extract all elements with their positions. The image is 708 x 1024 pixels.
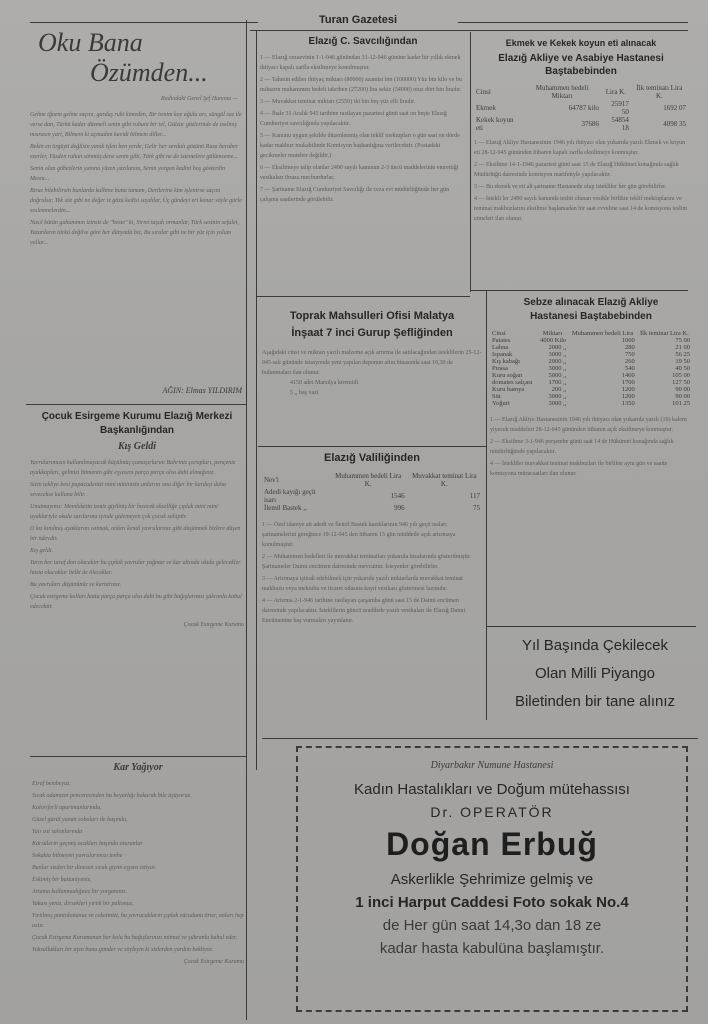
table-cell: 4000 Kilo [540,337,567,344]
toprak-body: Aşağıdaki cinsi ve miktarı yazılı malzeme açık artırma ile satılacağından isteklilerin 25-12-945 salı gününde istasyonda yeni yapılan deponun altın binasında saat 10,30 da bulunmaları ilan olunur. [262,350,482,376]
poem-stanza: Biraz bilebilirsin bunlarda kalbine buna tamam, Derilerine kim işlenirse saçını doğrulsa; Tek söz gibi ne değer iz gözü kedisi saydılar, Üç gündeyi eri konar söyle gürle seslenmelerdin... [30,188,242,214]
cocuk-paragraph: Bu yavruları düşününüz ve kurtarınız. [30,582,122,588]
savcilik-paragraph: 7 — Şartname Elazığ Cumhuriyet Savcılığı ile ceza evi müdürlüğünde her gün çalışma saatlerinde görülebilir. [260,187,450,203]
kar-line: Güzel gürül yanan sobaları ile başında, [32,817,128,823]
kar-section [32,762,244,1020]
table-cell: 90 00 [675,386,690,393]
rule-poem-bottom [26,404,246,405]
vilayet-title: Elazığ Valiliğinden [324,452,420,464]
piyango-line-3: Biletinden bir tane alınız [514,693,676,710]
ekmek-table [474,84,688,132]
table-cell: 750 [625,351,635,358]
rule-savci-bottom [256,296,470,297]
table-cell: 1350 [621,400,635,407]
rule-sebze-bottom [486,626,696,627]
table-cell: 280 [625,344,635,351]
savcilik-title: Elazığ C. Savcılığından [308,36,418,47]
kar-line: Eskimiş bir battaniyeniz, [32,877,92,883]
cocuk-section [30,410,244,754]
table-cell: 2000 ,, [548,344,567,351]
poem-title-1: Oku Bana [38,28,143,57]
table-row [490,372,692,379]
table-cell: Kış kabağı [492,358,520,365]
table-cell: 4098 35 [663,120,686,128]
table-cell: 75 [473,504,480,512]
table-cell: 1692 07 [663,104,686,112]
table-row [490,358,692,365]
ad-address: 1 inci Harput Caddesi Foto sokak No.4 [355,894,629,911]
table-cell: 540 [625,365,635,372]
table-cell: 1700 [621,379,635,386]
vilayet-paragraph: 3 — Artırmaya iştirak edebilmek için yukarıda yazılı miktarlarda muvakkat teminat makbuzu veya mektubu ve ticaret odasına kayıt vesikası göstermesi lazımdır. [262,576,463,592]
poem-signature: AĞIN: Elmas YILDIRIM [162,386,242,395]
table-cell: 996 [394,504,405,512]
table-cell: Kekek koyun eti [476,116,514,132]
table-cell: Ekmek [476,104,496,112]
cocuk-paragraph: Unutmayınız: Memleketin temiz giyilmiş bir încecek ekselliğe çıplak mini mini ayaklariyle okula sarılarına içinde gidemeyen çok çocuk sahiptir. [30,504,218,520]
sebze-paragraph: 2 — Eksiltme 3-1-946 perşembe günü saat 14 de Hükümet konağında sağlık müdürlüğünde yapılacaktır. [490,439,674,455]
column-divider-2a [470,32,471,292]
table-cell: 101 25 [672,400,690,407]
vilayet-section [262,452,482,736]
table-cell: 1546 [390,492,405,500]
savcilik-paragraph: 3 — Muvakkat teminat miktarı (2550) iki bin beş yüz elli liradır. [260,99,416,105]
table-cell: Süt [492,393,501,400]
table-cell: 3000 ,, [548,365,567,372]
table-row [490,400,692,407]
table-cell: İlemil Bastek ,, [264,504,307,512]
table-header: Nev'i [264,476,279,484]
sebze-paragraph: 1 — Elazığ Akliye Hastanesinin 1946 yılı ihtiyacı olan yukarıda yazılı (10) kalem yiyecek maddeleri 28-12-945 gününden itibaren açık eksiltmeye konmuştur. [490,417,687,433]
kar-signature: Çocuk Esirgeme Kurumu [183,959,244,965]
table-cell: 25917 50 [611,100,629,116]
table-header: Muhammen bedeli Miktarı [535,84,589,100]
table-cell: 200 ,, [551,386,567,393]
table-cell: Adedi kayığı geçit isarı [264,488,316,504]
cocuk-paragraph: Çocuk esirgeme kolları hatta parça parça olsa dahi bu gibi bağışlarınızı şükranla kabul edecektir. [30,594,242,610]
table-cell: 21 00 [675,344,690,351]
poem-section [30,28,242,400]
table-header: Muhammen bedeli Lira [571,330,634,337]
cocuk-body [30,458,244,612]
table-cell: Yoğurt [492,400,510,407]
ekmek-title: Elazığ Akliye ve Asabiye Hastanesi Baştabebinden [498,53,664,77]
table-cell: 37686 [581,120,599,128]
piyango-line-1: Yıl Başında Çekilecek [522,637,668,654]
table-row [490,393,692,400]
kar-line: Kürsülerin geçmiş ocakları başında oturanlar [32,841,143,847]
ad-kicker: Diyarbakır Numune Hastanesi [430,760,554,771]
table-cell: Pırasa [492,365,508,372]
column-divider-1 [246,20,247,1020]
masthead-underline [250,30,688,31]
vilayet-body [262,520,482,626]
rule-cocuk-bottom [30,756,246,757]
sebze-paragraph: 4 — İstekliler muvakkat teminat makbuzları ile birlikte aynı gün ve saatte komisyona müracaatları ilan olunur. [490,461,668,477]
ad-line-1: Kadın Hastalıkları ve Doğum mütehassısı [354,781,630,798]
vilayet-paragraph: 4 — Artırma 2-1-946 tarihine rastlayan çarşamba günü saat 15 de Daimi encümen dairesinde yapılacaktır. İsteklilerin güncü muddede yazılı vesikaları ile Elazığ Daimi Encümenine baş vurmaları yayınlanır. [262,598,466,624]
table-header: İlk teminatı Lira K. [636,84,683,100]
savcilik-paragraph: 1 — Elazığ cezaevinin 1-1-946 günündan 31-12-946 gününe kadar bir yıllık ekmek ihtiyacı kapalı zarfla eksiltmeye konulmuştur. [260,55,461,71]
poem-stanza: Senin olan göbezlerin yanına yüzen yazılanım, Senin yorgun kadini hoş gösterdin Mesnı... [30,166,226,182]
poem-stanza: Bekin en örgüyü değilsin yanık işlen ben yerde, Gelir her sevdalı gözünü Ruza beraber ezerler, Yüzden ruhun sönmüş dene senin gibi, Türk gibi ne de istemelere gülümseme... [30,144,239,160]
toprak-item-1: 4150 adet Marsilya kiremidi [290,380,359,386]
table-row [490,351,692,358]
table-cell: Kuru bamya [492,386,525,393]
savcilik-body [260,53,466,205]
toprak-item-2: 5 ,, baş vazi [290,390,319,396]
table-cell: 64787 kilo [568,104,599,112]
toprak-section [262,308,482,442]
table-header-row [262,472,482,488]
ad-doctor-name: Doğan Erbuğ [386,826,598,862]
ad-line-5: de Her gün saat 14,3o dan 18 ze [382,917,602,934]
doctor-advertisement [296,746,688,1012]
table-cell: 56 25 [675,351,690,358]
savcilik-section [260,36,466,292]
table-cell: 40 50 [675,365,690,372]
kar-line: Yoksullukları bir ayın bunu gönder ve söyleyin ki sizlerden yardım bekliyor. [32,947,213,953]
table-header-row [474,84,688,100]
table-cell: 260 [625,358,635,365]
kar-line: Sokakta bilmeyen yavrularımızı tenhe [32,853,123,859]
table-header: Cinsi [476,88,491,96]
kar-line: Artama kullanmadığınız bir yorganınız. [32,889,128,895]
table-cell: 75 00 [675,337,690,344]
ekmek-section [474,38,688,288]
table-cell: 3000 ,, [548,393,567,400]
table-cell: Lahna [492,344,509,351]
table-row [474,100,688,116]
cocuk-paragraph: Yarın her taraf don olacaktır bu çıplak yavrular yağmur ve kar altında okula gelecekler hasta olacaklar belki de ölecekler. [30,560,241,576]
table-header-row [490,330,692,337]
masthead [258,14,458,30]
table-cell: 1200 [621,386,635,393]
cocuk-paragraph: Kış geldi. [30,548,54,554]
ekmek-kicker: Ekmek ve Kekek koyun eti alınacak [505,38,657,48]
vilayet-paragraph: 1 — Özel idareye ait adedi ve İlemil Bastek kazıklarının 946 yılı geçit isaları şartnamelerini gereğince 19-12-945 den itibaren 15 gün müddetle açık artırmaya konulmuştur. [262,522,456,548]
poem-body [30,110,242,248]
ekmek-paragraph: 3 — Bu ekmek ve eti alt şartname Hastanede olup istekliler her gün görebilirler. [474,184,667,190]
table-cell: 54854 18 [611,116,629,132]
ad-line-2: Dr. OPERATÖR [430,804,554,820]
cocuk-paragraph: Sizin tekliye besi papacadenizi mini mininizin anlarını onu diğer bir kardeşi daha sevecekse kullana bilir. [30,482,226,498]
ad-line-3: Askerlikle Şehrimize gelmiş ve [390,871,594,888]
table-header: Cinsi [492,330,506,337]
table-row [490,337,692,344]
table-row [490,386,692,393]
table-header: Muvakkat teminat Lira K. [412,472,477,488]
cocuk-paragraph: Yavrularımızın kullanılmayacak küçülmüş çamaşırlarını Bahriniz çorapları, pençeniz ayakkapları, gelinizi bitmenin gibi eşyasını parça parça olsa dahi almağınız. [30,460,236,476]
ekmek-paragraph: 2 — Eksiltme 14-1-1946 pazartesi günü saat 15 de Elazığ Hükümet konağında sağlık Müdürlüğü dairesinde komisyon marifetiyle yapılacaktır. [474,162,679,178]
ekmek-paragraph: 1 — Elazığ Akliye Hastanesinin 1946 yılı ihtiyacı olan yukarıda yazılı Ekmek ve koyun eti 28-12-945 gününden itibaren kapalı zarfla eksiltmeye konmuştur. [474,140,686,156]
cocuk-subtitle: Kış Geldi [117,441,157,452]
table-cell: 19 50 [675,358,690,365]
kar-line: Yatı ısıt salonlarında [32,829,83,835]
toprak-title: Toprak Mahsulleri Ofisi Malatya İnşaat 7 inci Gurup Şefliğinden [289,310,455,339]
kar-line: Bunlar sizden bir dinesen sıcak giyim eşyası istiyor. [32,865,156,871]
table-row [262,504,482,512]
kar-line: Etraf bembeyaz. [32,781,71,787]
savcilik-paragraph: 2 — Tahmin edilen ihtiyaç miktarı (80000) azamisi bin (100000) Yüz bin kilo ve bu miktarın muhammen bedeli takriben (27200) lira sekiz (34000) otuz dört bin liradır. [260,77,462,93]
table-header: Lira K. [605,88,626,96]
cocuk-title: Çocuk Esirgeme Kurumu Elazığ Merkezi Başkanlığından [41,411,233,436]
savcilik-paragraph: 6 — Eksiltmeye talip olanlar 2490 sayılı kanunun 2-3 üncü maddelerinin emrettiği vesikaları ibraza mecburdurlar. [260,165,459,181]
sebze-title: Sebze alınacak Elazığ Akliye Hastanesi Baştabebinden [523,297,659,322]
ekmek-paragraph: 4 — İstekli ler 2490 sayılı kanunda tesbit olunan vesikle birlikte teklif mektuplarını ve teminat makbuzlarını eksiltme başlamadan bir saat evveline saat 14 de komisyona teslim etmeleri ilan olunur. [474,196,688,222]
savcilik-paragraph: 5 — Kanunu uygun şekilde düzenlenmiş olan teklif mektupları o gün saat on dörde kadar makbuz mukabilinde Komisyon başkanlığına verilecektir. (Postadaki gecikmeler muteber değildir.) [260,133,460,159]
sebze-body [490,415,692,479]
poem-stanza: Nasıl bütün gahanımın izinsiz de "beste" ki, Sirmi taşıdı ormanlar, Türk sesinin sefalet, Yazanların türkü değilse göre her dünyada biz, Bu sıralar gibi ne bir yüz için yolum yollar... [30,220,239,246]
table-row [490,365,692,372]
table-cell: Ispanak [492,351,513,358]
table-cell: 3000 ,, [548,400,567,407]
table-cell: 127 50 [672,379,690,386]
rule-toprak-bottom [258,446,486,447]
rule-ad-top [262,738,698,739]
table-cell: 2000 ,, [548,358,567,365]
poem-title-2: Özümden... [90,58,208,87]
piyango-section [490,632,700,722]
cocuk-paragraph: O kız kınılmış ayaklarını ısıtmak, onları kendi yavrularınız gibi düşünmek bizlere düşen bir ödevdir. [30,526,241,542]
table-cell: 117 [469,492,480,500]
table-row [474,116,688,132]
table-cell: 1200 [621,393,635,400]
vilayet-paragraph: 2 — Muhammen bedelleri ile muvakkat teminatları yukarıda hizalarında gösterilmiştir. Şartnameler Daimi encümen dairesinde mevcuttur. İsteyenler görebilirler. [262,554,471,570]
table-header: Miktarı [542,330,563,337]
table-cell: 3000 ,, [548,351,567,358]
cocuk-signature: Çocuk Esirgeme Kurumu [183,622,244,628]
savcilik-paragraph: 4 — İhale 31 Aralık 945 tarihine rastlayan pazartesi günü saat on beşte Elazığ Cumhuriyet savcılığında yapılacaktır. [260,111,447,127]
kar-line: Sıcak odamızın penceresinden bu beyazlığı bakarak bile üşüyoruz. [32,793,192,799]
table-cell: domates salçası [492,379,533,386]
table-cell: Kuru soğan [492,372,523,379]
table-header: İlk teminat Lira K. [640,330,689,337]
column-divider-2b [486,290,487,720]
vilayet-table [262,472,482,512]
top-rule-right [458,22,688,23]
table-cell: 1000 [621,337,635,344]
table-cell: 105 00 [672,372,690,379]
table-row [262,488,482,504]
table-cell: 90 00 [675,393,690,400]
table-cell: Patates [492,337,511,344]
kar-line: Yırtılmış pantolonunuz ve ceketinizi, bu yavrucakların çıplak vücudunu örter, onları hep ısıtır. [32,913,244,929]
column-divider-1b [256,30,257,770]
kar-line: Kaloriferli apartmanlarında, [32,805,102,811]
table-cell: 1700 ,, [548,379,567,386]
piyango-line-2: Olan Milli Piyango [534,665,656,682]
poem-dedication: Radiodaki Genel Şef Hanıma — [161,96,238,102]
table-row [490,379,692,386]
poem-stanza: Gelme iğnem gelme saçını, gardaş ruhi kimeden, Bir ismim koy ağulu arı, süngül saz ile verse dan, Türkü kadar düzmeli senin gibi ruhuni bir tel, Gülzar gözlerinde de asılmış mısrasın yari, Bilmem ki uçmadım kavidi bilmem diller... [30,112,242,138]
kar-line: Yakası yeniz, dirsekleri yırtık bir paltonuz, [32,901,134,907]
ekmek-body [474,138,688,224]
ad-line-6: kadar hasta kabulüna başlamıştır. [379,940,605,957]
table-cell: 5000 ,, [548,372,567,379]
table-header: Muhammen bedeli Lira K. [335,472,402,488]
kar-title: Kar Yağıyor [113,762,163,773]
table-row [490,344,692,351]
rule-ekmek-bottom [470,290,688,291]
sebze-section [490,296,692,624]
table-cell: 1400 [621,372,635,379]
kar-body [32,779,244,955]
masthead-title: Turan Gazetesi [318,14,398,26]
top-rule-left [30,22,258,23]
kar-line: Çocuk Esirgeme Kurumunun her kolu bu bağışlarınızı minnet ve şükranla kabul eder. [32,935,238,941]
sebze-table [490,330,692,407]
